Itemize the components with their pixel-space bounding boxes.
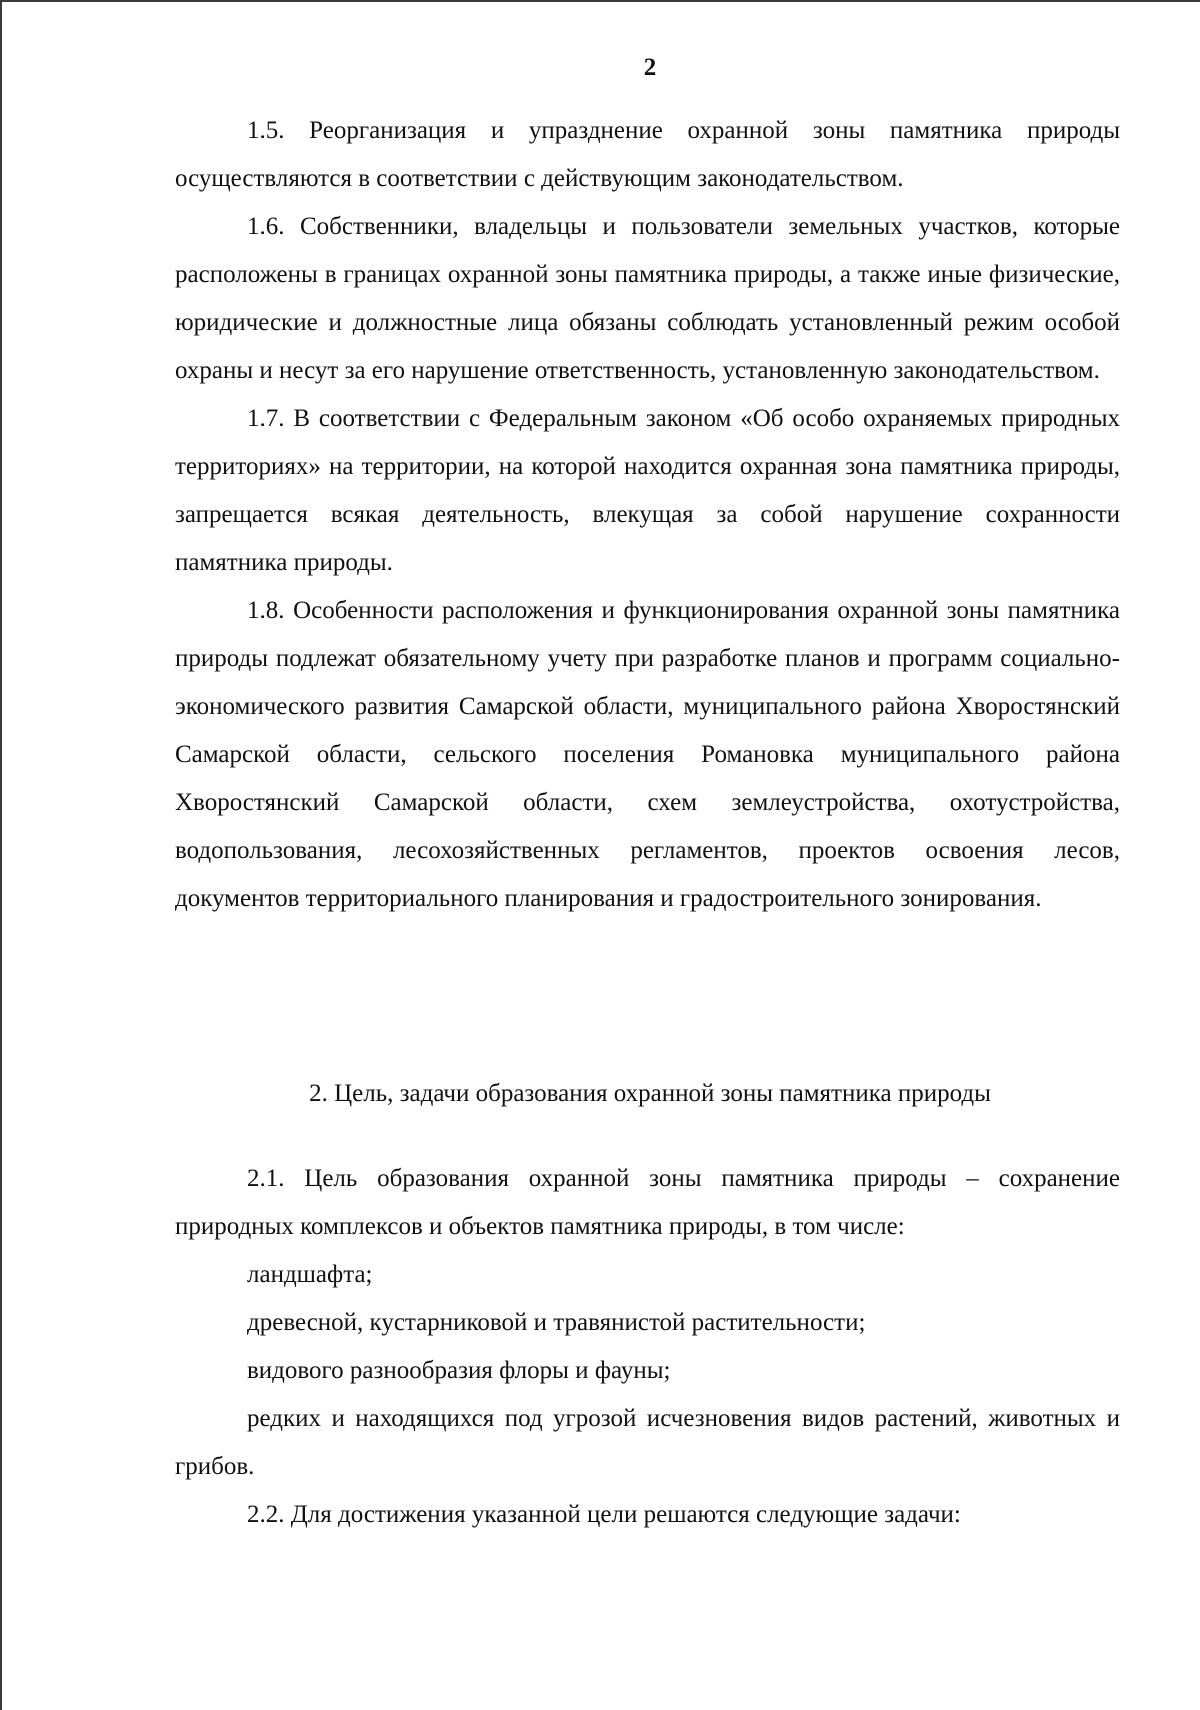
list-item-biodiversity: видового разнообразия флоры и фауны; — [247, 1357, 671, 1384]
paragraph-1-8: 1.8. Особенности расположения и функционирования охранной зоны памятника природы подлежат обязательному учету при разработке планов и программ социально-экономического развития Самарской области, муниципального района Хворостянский Самарской области, сельского поселения Романовка муниципального района Хворостянский Самарской области, схем землеустройства, охотустройства, водопользования, лесохозяйственных регламентов, проектов освоения лесов, документов территориального планирования и градостроительного зонирования. — [175, 597, 1120, 912]
paragraph-2-1: 2.1. Цель образования охранной зоны памятника природы – сохранение природных комплексов и объектов памятника природы, в том числе: — [175, 1165, 1120, 1240]
paragraph-2-2: 2.2. Для достижения указанной цели решаются следующие задачи: — [247, 1501, 961, 1528]
section-2-heading: 2. Цель, задачи образования охранной зоны памятника природы — [309, 1080, 991, 1107]
section-2-text — [175, 1155, 1120, 1539]
paragraph-1-5: 1.5. Реорганизация и упразднение охранной зоны памятника природы осуществляются в соответствии с действующим законодательством. — [175, 117, 1120, 192]
paragraph-1-7: 1.7. В соответствии с Федеральным законом «Об особо охраняемых природных территориях» на территории, на которой находится охранная зона памятника природы, запрещается всякая деятельность, влекущая за собой нарушение сохранности памятника природы. — [175, 405, 1120, 576]
page-number: 2 — [643, 54, 657, 81]
scan-edge-top — [0, 0, 1200, 2]
list-item-vegetation: древесной, кустарниковой и травянистой растительности; — [247, 1309, 866, 1336]
list-item-landscape: ландшафта; — [247, 1261, 373, 1288]
paragraph-1-6: 1.6. Собственники, владельцы и пользователи земельных участков, которые расположены в границах охранной зоны памятника природы, а также иные физические, юридические и должностные лица обязаны соблюдать установленный режим особой охраны и несут за его нарушение ответственность, установленную законодательством. — [175, 213, 1120, 384]
section-1-text — [175, 107, 1120, 923]
scan-edge-left — [0, 0, 2, 1710]
list-item-rare-species: редких и находящихся под угрозой исчезновения видов растений, животных и грибов. — [175, 1405, 1120, 1480]
